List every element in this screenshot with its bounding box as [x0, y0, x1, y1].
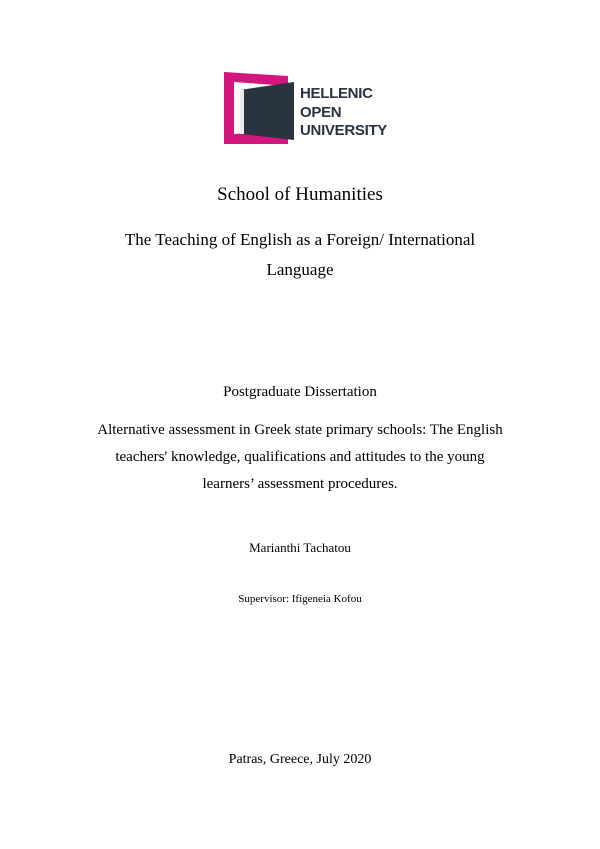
supervisor-line: Supervisor: Ifigeneia Kofou — [238, 593, 362, 605]
dissertation-title — [0, 417, 600, 498]
logo-line-hellenic: HELLENIC — [300, 85, 373, 102]
place-and-date: Patras, Greece, July 2020 — [228, 752, 372, 767]
book-emblem-icon — [224, 72, 296, 146]
university-logo — [224, 72, 394, 146]
logo-wordmark — [300, 85, 387, 141]
school-name: School of Humanities — [217, 184, 383, 205]
title-line-2: teachers' knowledge, qualifications and attitudes to the young — [115, 449, 485, 465]
program-name — [0, 225, 600, 285]
logo-line-open: OPEN — [300, 103, 342, 121]
program-line-2: Language — [266, 260, 334, 279]
title-line-1: Alternative assessment in Greek state primary schools: The English — [97, 422, 503, 438]
logo-line-university: UNIVERSITY — [300, 122, 388, 139]
dissertation-type: Postgraduate Dissertation — [223, 384, 377, 400]
program-line-1: The Teaching of English as a Foreign/ International — [124, 230, 476, 249]
title-line-3: learners’ assessment procedures. — [202, 476, 398, 492]
author-name: Marianthi Tachatou — [249, 540, 351, 555]
